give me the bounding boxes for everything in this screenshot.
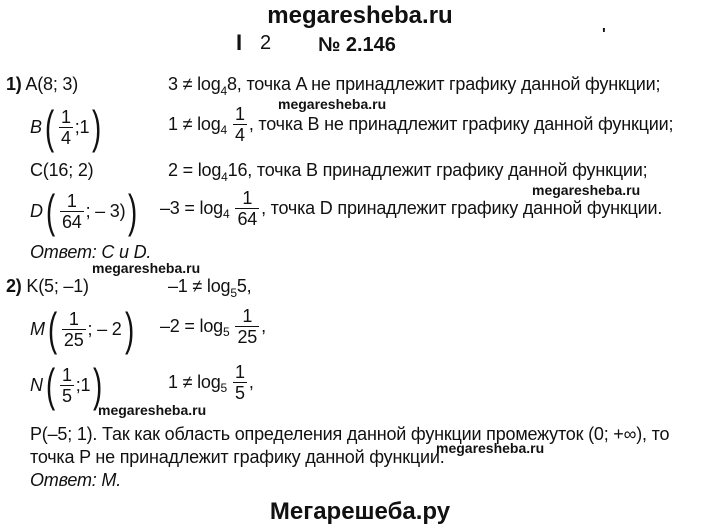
watermark: megaresheba.ru (92, 260, 201, 276)
speck: ' (602, 26, 606, 43)
watermark: megaresheba.ru (278, 96, 387, 112)
fraction: $\frac{1}{25}$ (237, 306, 258, 347)
statement-d: –3 = log 4 $\frac{1}{64}$ , точка D принадлежит графику данной функции. (160, 188, 663, 229)
statement-n: 1 ≠ log 5 $\frac{1}{5}$ , (168, 362, 254, 403)
watermark: megaresheba.ru (98, 402, 207, 418)
fraction: $\frac{1}{25}$ (63, 308, 84, 350)
point-a: A(8; 3) (25, 74, 79, 94)
point-n: N ( $\frac{1}{5}$ ;1 ) (30, 359, 103, 411)
point-p-line2: точка P не принадлежит графику данной функции. (30, 447, 445, 467)
row-a (6, 74, 78, 95)
answer-2: Ответ: M. (30, 470, 121, 490)
fraction: $\frac{1}{64}$ (61, 190, 82, 232)
point-m: M ( $\frac{1}{25}$ ; – 2 ) (30, 303, 134, 355)
margin-mark: I (236, 30, 243, 55)
statement-m: –2 = log 5 $\frac{1}{25}$ , (160, 306, 266, 347)
point-d: D ( $\frac{1}{64}$ ; – 3) ) (30, 185, 138, 237)
part1-label: 1) (6, 74, 22, 94)
fraction: $\frac{1}{4}$ (60, 106, 71, 148)
point-p-line1: P(–5; 1). Так как область определения данной функции промежуток (0; +∞), то (30, 424, 670, 444)
site-title: megaresheba.ru (267, 2, 453, 29)
margin-number: 2 (260, 32, 272, 54)
problem-number: № 2.146 (318, 34, 396, 56)
point-c: C(16; 2) (30, 160, 94, 180)
part2-label: 2) (6, 276, 22, 296)
fraction: $\frac{1}{64}$ (237, 188, 258, 229)
statement-b: 1 ≠ log 4 $\frac{1}{4}$ , точка B не принадлежит графику данной функции; (168, 104, 674, 145)
watermark: megaresheba.ru (436, 440, 545, 456)
point-k: K(5; –1) (26, 276, 89, 296)
statement-a: $3 \ne \log_48$, точка A не принадлежит графику данной функции; (168, 74, 661, 98)
row-k (6, 276, 89, 297)
statement-k: $-1 \ne \log_55$, (168, 276, 252, 300)
fraction: $\frac{1}{5}$ (61, 364, 72, 406)
point-b: B ( $\frac{1}{4}$ ;1 ) (30, 101, 102, 153)
fraction: $\frac{1}{4}$ (235, 104, 245, 145)
statement-c: $2 = \log_416$, точка B принадлежит графику данной функции; (168, 160, 648, 184)
fraction: $\frac{1}{5}$ (235, 362, 245, 403)
answer-1: Ответ: C и D. (30, 242, 152, 262)
footer-brand: Мегарешеба.ру (269, 498, 451, 525)
watermark: megaresheba.ru (532, 182, 641, 198)
